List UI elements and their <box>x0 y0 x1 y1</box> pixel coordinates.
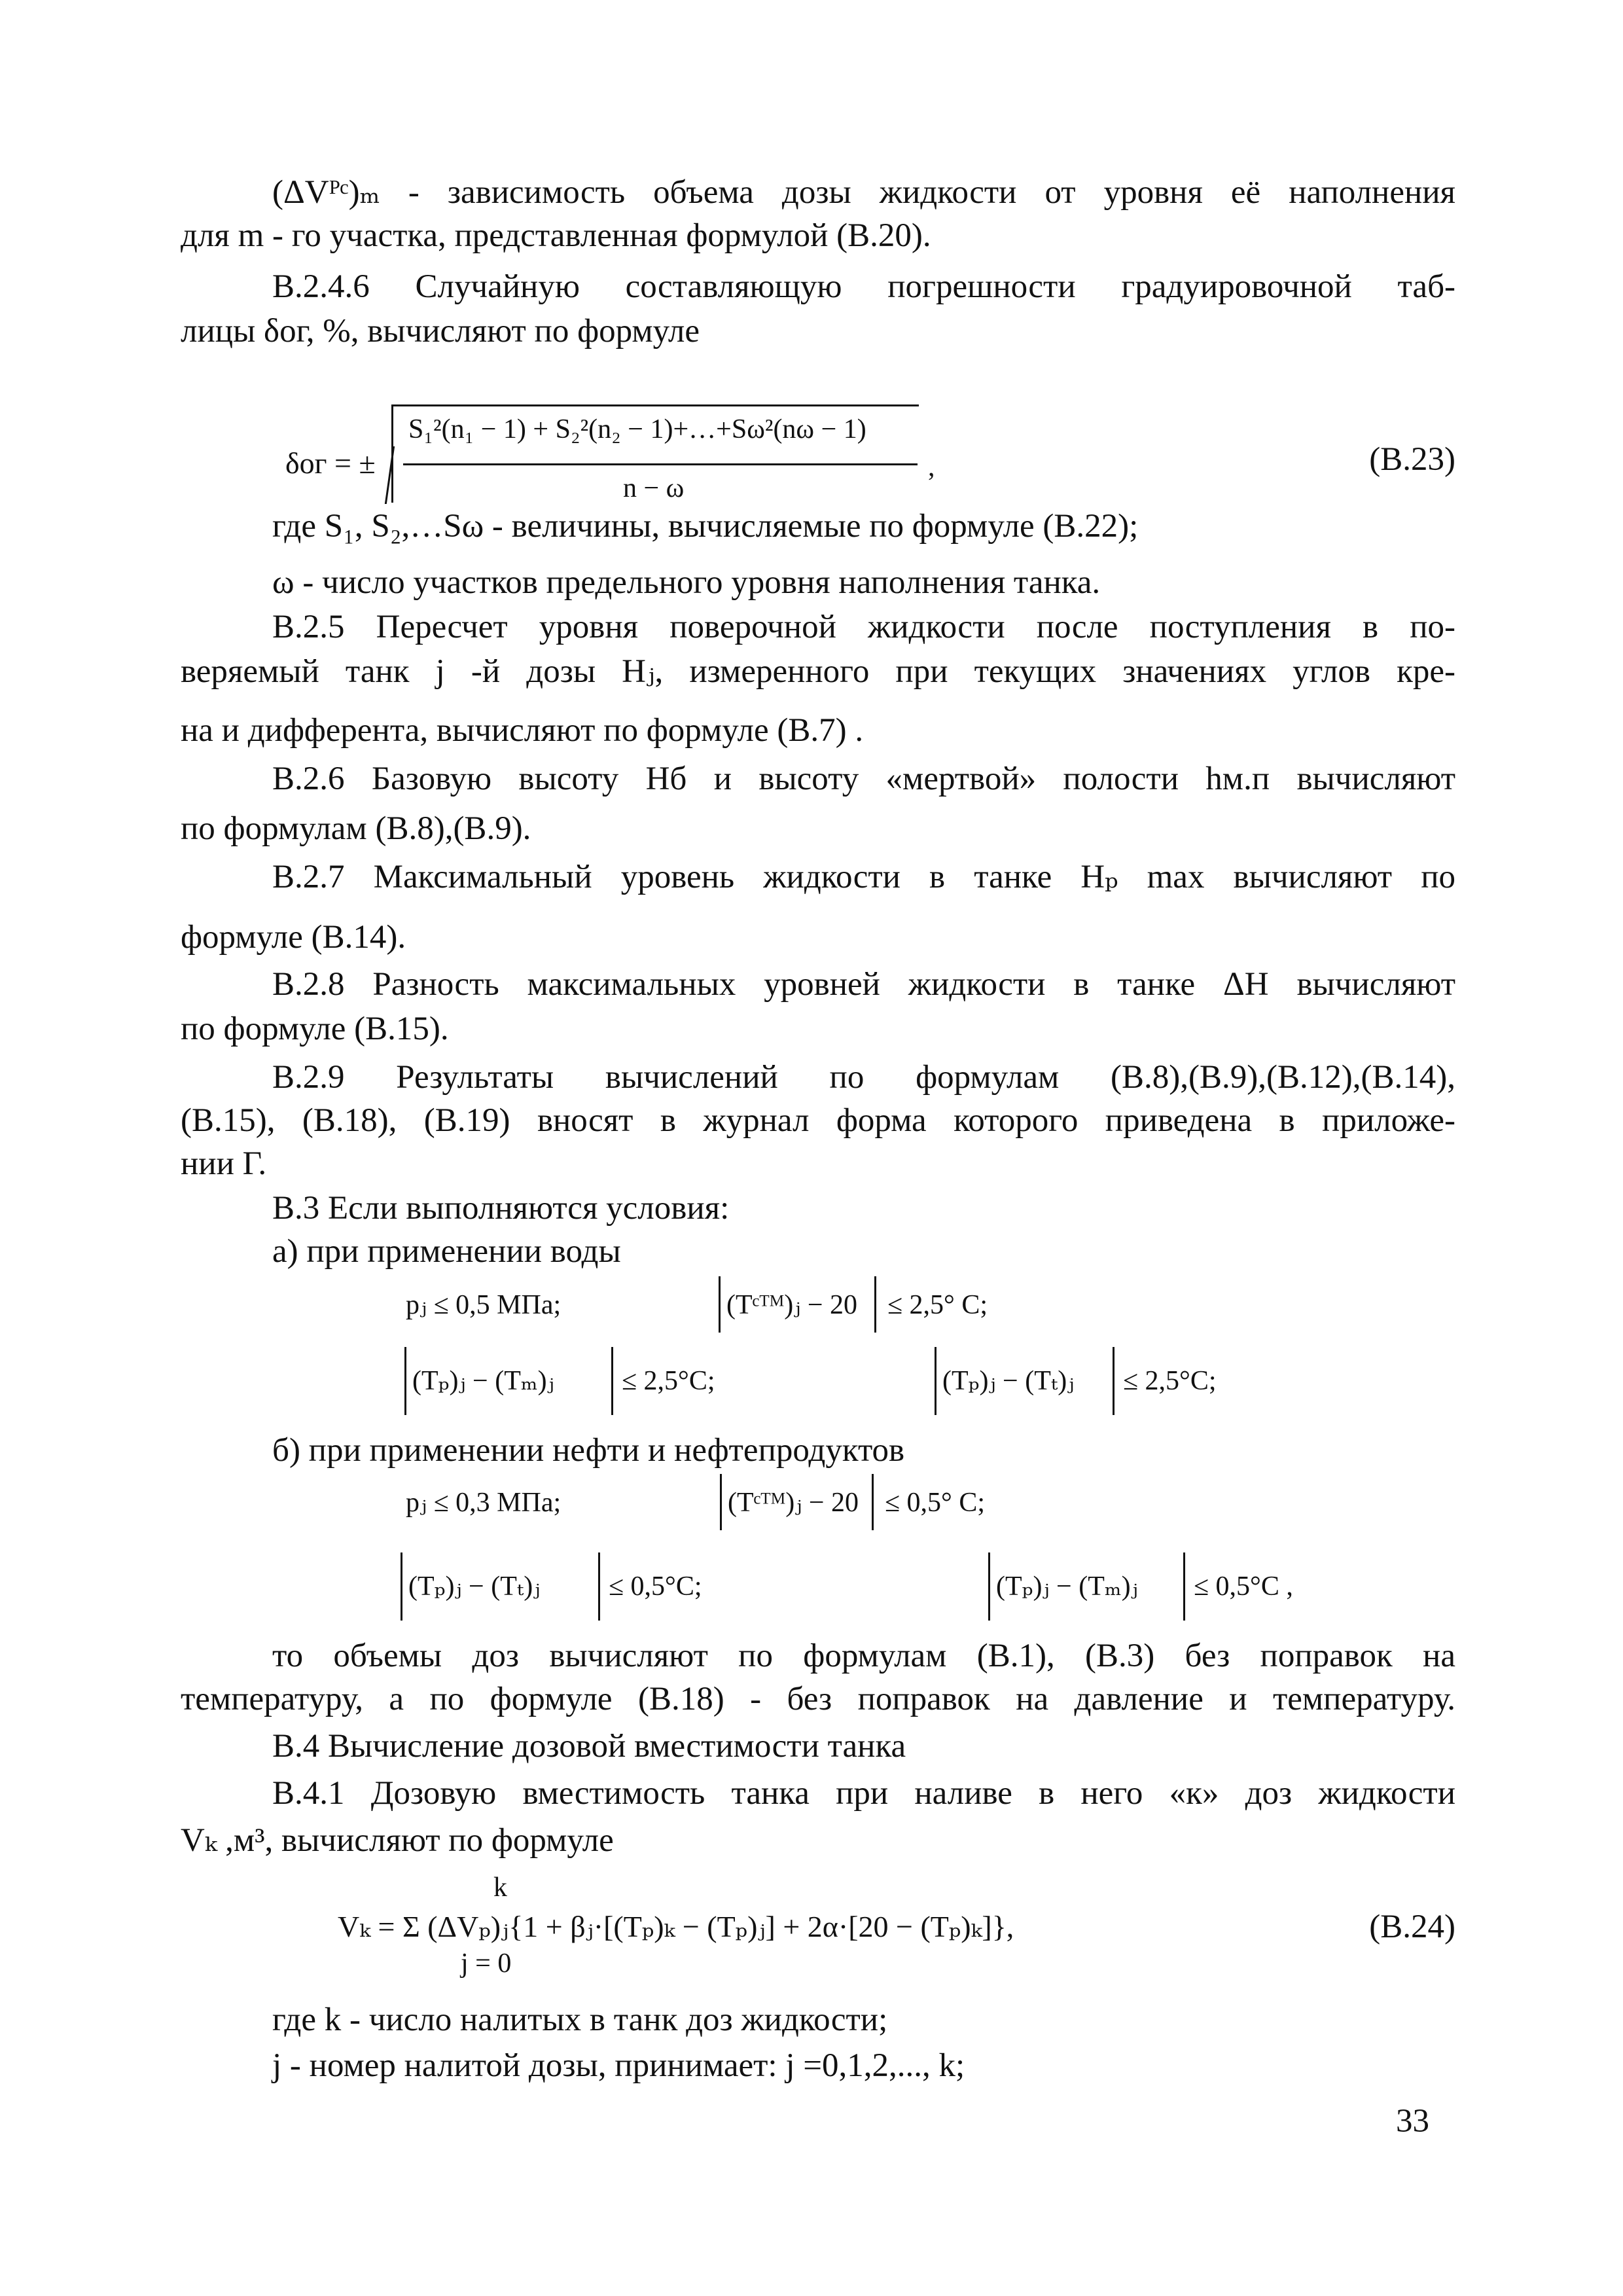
text-line: температуру, а по формуле (В.18) - без поправок на давление и температуру. <box>181 1681 1455 1717</box>
text-line: по формулам (В.8),(В.9). <box>181 810 531 847</box>
text-line: j - номер налитой дозы, принимает: j =0,1,2,..., k; <box>272 2047 965 2084</box>
text-line: по формуле (В.15). <box>181 1011 449 1047</box>
text-line: В.4 Вычисление дозовой вместимости танка <box>272 1728 906 1765</box>
condition-limit: ≤ 0,5°C , <box>1194 1571 1293 1602</box>
condition-expr: (Tₚ)ⱼ − (Tₜ)ⱼ <box>408 1571 541 1602</box>
abs-bar <box>404 1347 406 1415</box>
condition-expr: (Tᶜᵀᴹ)ⱼ − 20 <box>726 1290 858 1320</box>
text-line: Vₖ ,м³, вычисляют по формуле <box>181 1822 614 1859</box>
condition: pⱼ ≤ 0,3 МПа; <box>406 1488 562 1518</box>
abs-bar <box>720 1474 722 1530</box>
condition-limit: ≤ 0,5°C; <box>609 1571 702 1602</box>
text-line: (ΔVᴾᶜ)ₘ - зависимость объема дозы жидкости от уровня её наполнения <box>272 174 1455 211</box>
text-line: В.2.9 Результаты вычислений по формулам (В.8),(В.9),(В.12),(В.14), <box>272 1059 1455 1096</box>
abs-bar <box>611 1347 613 1415</box>
abs-bar <box>1183 1552 1185 1621</box>
text-line: В.2.6 Базовую высоту Hб и высоту «мертвой» полости hм.п вычисляют <box>272 761 1455 797</box>
condition-limit: ≤ 0,5° C; <box>885 1488 986 1518</box>
sqrt-bar <box>391 404 919 406</box>
condition-expr: (Tᶜᵀᴹ)ⱼ − 20 <box>728 1488 859 1518</box>
condition-expr: (Tₚ)ⱼ − (Tₜ)ⱼ <box>942 1366 1075 1396</box>
text-line: В.2.7 Максимальный уровень жидкости в танке Hₚ max вычисляют по <box>272 859 1455 895</box>
abs-bar <box>874 1276 876 1333</box>
condition-expr: (Tₚ)ⱼ − (Tₘ)ⱼ <box>996 1571 1138 1602</box>
abs-bar <box>1113 1347 1115 1415</box>
text-line: ω - число участков предельного уровня наполнения танка. <box>272 564 1101 601</box>
formula-trail: , <box>928 452 935 482</box>
formula-body: Vₖ = Σ (ΔVₚ)ⱼ{1 + βⱼ·[(Tₚ)ₖ − (Tₚ)ⱼ] + 2α·[20 − (Tₚ)ₖ]}, <box>338 1910 1014 1943</box>
sqrt-side <box>391 404 393 503</box>
text-line: нии Г. <box>181 1145 267 1182</box>
formula-lhs: δог = ± <box>285 446 376 480</box>
condition: pⱼ ≤ 0,5 МПа; <box>406 1290 562 1320</box>
text-line: на и дифферента, вычисляют по формуле (В.7) . <box>181 712 864 749</box>
condition-limit: ≤ 2,5°C; <box>1123 1366 1217 1396</box>
abs-bar <box>872 1474 874 1530</box>
text-line: то объемы доз вычисляют по формулам (В.1), (В.3) без поправок на <box>272 1638 1455 1674</box>
text-line: (В.15), (В.18), (В.19) вносят в журнал форма которого приведена в приложе- <box>181 1102 1455 1139</box>
text-line: где k - число налитых в танк доз жидкости; <box>272 2001 888 2038</box>
sum-upper-limit: k <box>493 1873 507 1903</box>
equation-number: (В.24) <box>1369 1909 1455 1945</box>
abs-bar <box>401 1552 402 1621</box>
condition-limit: ≤ 2,5° C; <box>887 1290 988 1320</box>
abs-bar <box>719 1276 721 1333</box>
text-line: б) при применении нефти и нефтепродуктов <box>272 1432 905 1469</box>
condition-expr: (Tₚ)ⱼ − (Tₘ)ⱼ <box>412 1366 554 1396</box>
abs-bar <box>988 1552 990 1621</box>
text-line: В.4.1 Дозовую вместимость танка при наливе в него «к» доз жидкости <box>272 1775 1455 1812</box>
text-line: В.2.5 Пересчет уровня поверочной жидкости после поступления в по- <box>272 609 1455 645</box>
abs-bar <box>598 1552 600 1621</box>
condition-limit: ≤ 2,5°C; <box>622 1366 715 1396</box>
text-line: где S₁, S₂,…Sω - величины, вычисляемые по формуле (В.22); <box>272 508 1139 545</box>
abs-bar <box>935 1347 936 1415</box>
text-line: В.2.8 Разность максимальных уровней жидкости в танке ΔH вычисляют <box>272 966 1455 1003</box>
equation-number: (В.23) <box>1369 441 1455 478</box>
page-number: 33 <box>1396 2103 1429 2140</box>
text-line: лицы δог, %, вычисляют по формуле <box>181 313 700 350</box>
text-line: веряемый танк j -й дозы Hⱼ, измеренного при текущих значениях углов кре- <box>181 653 1455 690</box>
text-line: В.2.4.6 Случайную составляющую погрешности градуировочной таб- <box>272 268 1455 305</box>
formula-denominator: n − ω <box>623 473 685 503</box>
formula-numerator: S₁²(n₁ − 1) + S₂²(n₂ − 1)+…+Sω²(nω − 1) <box>408 414 866 444</box>
text-line: а) при применении воды <box>272 1233 621 1270</box>
text-line: В.3 Если выполняются условия: <box>272 1190 730 1227</box>
fraction-bar <box>403 463 918 465</box>
text-line: для m - го участка, представленная формулой (В.20). <box>181 217 931 254</box>
sum-lower-limit: j = 0 <box>461 1948 512 1979</box>
text-line: формуле (В.14). <box>181 919 406 956</box>
